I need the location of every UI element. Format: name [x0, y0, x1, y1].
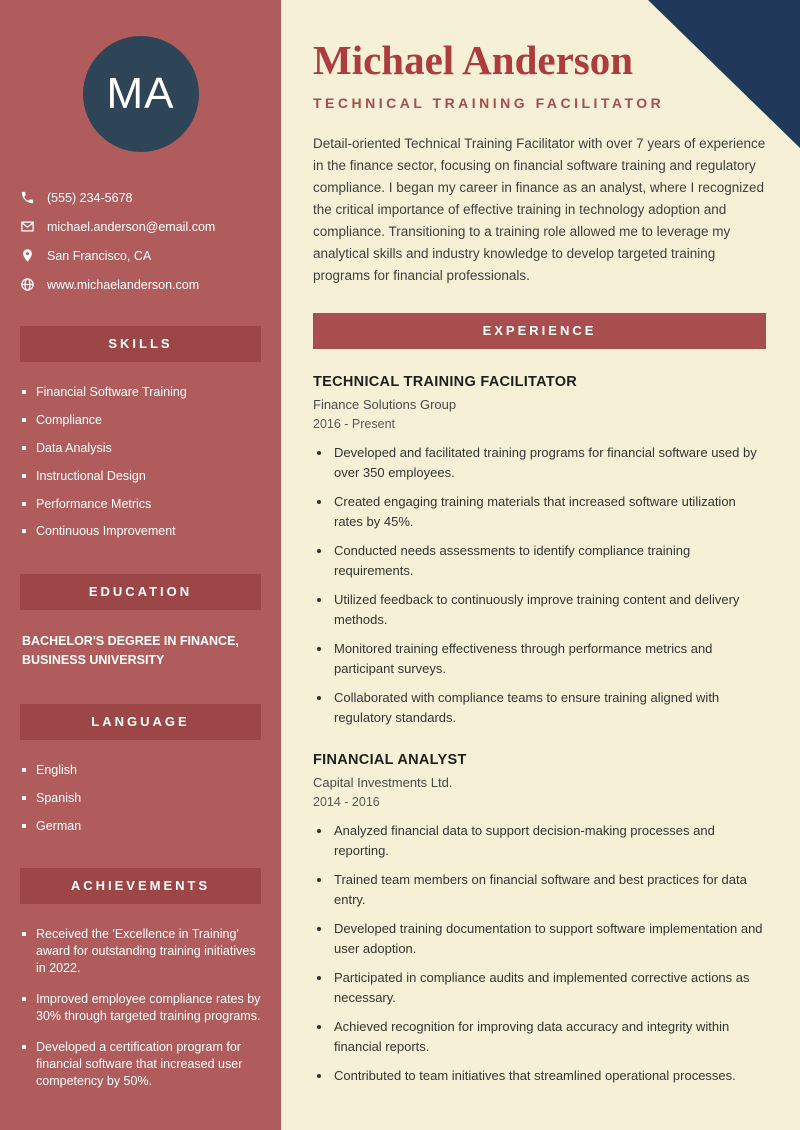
job-bullet: • Monitored training effectiveness through performance metrics and participant surveys. — [332, 639, 766, 678]
contact-location — [20, 248, 261, 263]
list-item-label: Performance Metrics — [36, 496, 152, 511]
job-title: TECHNICAL TRAINING FACILITATOR — [313, 374, 578, 391]
list-item-label: Data Analysis — [36, 440, 112, 455]
list-item-label: Improved employee compliance rates by 30% through targeted training programs. — [36, 992, 261, 1023]
list-item — [22, 1039, 263, 1090]
contact-email-text: michael.anderson@email.com — [47, 219, 216, 234]
job-bullet: • Conducted needs assessments to identify compliance training requirements. — [332, 541, 766, 580]
bullet-icon — [22, 390, 26, 394]
contact-email — [20, 219, 261, 234]
bullet-icon — [22, 796, 26, 800]
main-content — [281, 0, 800, 1130]
phone-icon — [20, 190, 35, 205]
job-bullet: • Developed and facilitated training programs for financial software used by over 350 employees. — [332, 443, 766, 482]
skills-list — [0, 362, 281, 540]
list-item-label: Financial Software Training — [36, 385, 187, 399]
experience-jobs — [313, 374, 766, 1086]
job-subtitle: TECHNICAL TRAINING FACILITATOR — [313, 95, 665, 112]
sidebar — [0, 0, 281, 1130]
list-item-label: German — [36, 818, 82, 833]
job-bullet: • Contributed to team initiatives that streamlined operational processes. — [332, 1066, 766, 1086]
bullet-icon — [22, 932, 26, 936]
list-item-label: Compliance — [36, 412, 103, 427]
contact-website-text: www.michaelanderson.com — [47, 277, 200, 292]
experience-job — [313, 752, 766, 1086]
list-item — [22, 818, 263, 835]
summary-paragraph: Detail-oriented Technical Training Facilitator with over 7 years of experience in the finance sector, focusing on financial software training and regulatory compliance. I began my career in finance as an analyst, where I recognized the critical importance of effective training in technology adoption and compliance. Transitioning to a training role allowed me to leverage my analytical skills and industry knowledge to develop targeted training programs for financial professionals. — [313, 136, 766, 284]
list-item — [22, 496, 263, 513]
contact-location-text: San Francisco, CA — [47, 248, 152, 263]
job-bullet: • Achieved recognition for improving data accuracy and integrity within financial reports. — [332, 1017, 766, 1056]
contact-website — [20, 277, 261, 292]
list-item — [22, 926, 263, 977]
list-item-label: Spanish — [36, 790, 82, 805]
list-item-label: Received the 'Excellence in Training' award for outstanding training initiatives in 2022. — [36, 927, 256, 976]
job-title: FINANCIAL ANALYST — [313, 752, 467, 769]
job-company: Capital Investments Ltd. — [313, 775, 453, 791]
job-bullet: • Collaborated with compliance teams to ensure training aligned with regulatory standards. — [332, 688, 766, 727]
bullet-icon — [22, 502, 26, 506]
bullet-icon — [22, 1045, 26, 1049]
job-bullet: • Analyzed financial data to support decision-making processes and reporting. — [332, 821, 766, 860]
email-icon — [20, 219, 35, 234]
job-bullet: • Participated in compliance audits and implemented corrective actions as necessary. — [332, 968, 766, 1007]
education-line: BACHELOR'S DEGREE IN FINANCE, — [22, 634, 239, 649]
job-bullet-list — [313, 821, 766, 1086]
page-title: Michael Anderson — [313, 37, 634, 83]
job-bullet-list — [313, 443, 766, 727]
avatar — [83, 36, 199, 152]
contact-phone — [20, 190, 261, 205]
bullet-icon — [22, 418, 26, 422]
list-item — [22, 991, 263, 1025]
list-item-label: English — [36, 762, 77, 777]
contact-section — [0, 182, 281, 292]
experience-header: EXPERIENCE — [313, 313, 766, 349]
achievements-header: ACHIEVEMENTS — [20, 868, 261, 904]
list-item — [22, 384, 263, 401]
bullet-icon — [22, 997, 26, 1001]
education-header: EDUCATION — [20, 574, 261, 610]
language-header: LANGUAGE — [20, 704, 261, 740]
list-item — [22, 762, 263, 779]
contact-phone-text: (555) 234-5678 — [47, 190, 133, 205]
globe-icon — [20, 277, 35, 292]
job-company: Finance Solutions Group — [313, 397, 457, 413]
list-item — [22, 468, 263, 485]
education-line: BUSINESS UNIVERSITY — [22, 653, 165, 667]
list-item-label: Developed a certification program for financial software that increased user competency by 50%. — [36, 1039, 243, 1088]
location-icon — [20, 248, 35, 263]
achievements-list — [0, 904, 281, 1089]
job-bullet: • Utilized feedback to continuously improve training content and delivery methods. — [332, 590, 766, 629]
list-item-label: Continuous Improvement — [36, 524, 176, 539]
experience-job — [313, 374, 766, 727]
job-bullet: • Developed training documentation to support software implementation and user adoption. — [332, 919, 766, 958]
job-bullet: • Created engaging training materials that increased software utilization rates by 45%. — [332, 492, 766, 531]
job-dates: 2016 - Present — [313, 417, 395, 432]
skills-header: SKILLS — [20, 326, 261, 362]
bullet-icon — [22, 446, 26, 450]
list-item — [22, 440, 263, 457]
bullet-icon — [22, 768, 26, 772]
bullet-icon — [22, 529, 26, 533]
list-item-label: Instructional Design — [36, 468, 146, 483]
list-item — [22, 790, 263, 807]
list-item — [22, 412, 263, 429]
bullet-icon — [22, 474, 26, 478]
language-list — [0, 740, 281, 835]
avatar-initials: MA — [106, 69, 175, 118]
education-text — [0, 610, 281, 670]
job-bullet: • Trained team members on financial software and best practices for data entry. — [332, 870, 766, 909]
job-dates: 2014 - 2016 — [313, 795, 380, 810]
bullet-icon — [22, 824, 26, 828]
list-item — [22, 523, 263, 540]
